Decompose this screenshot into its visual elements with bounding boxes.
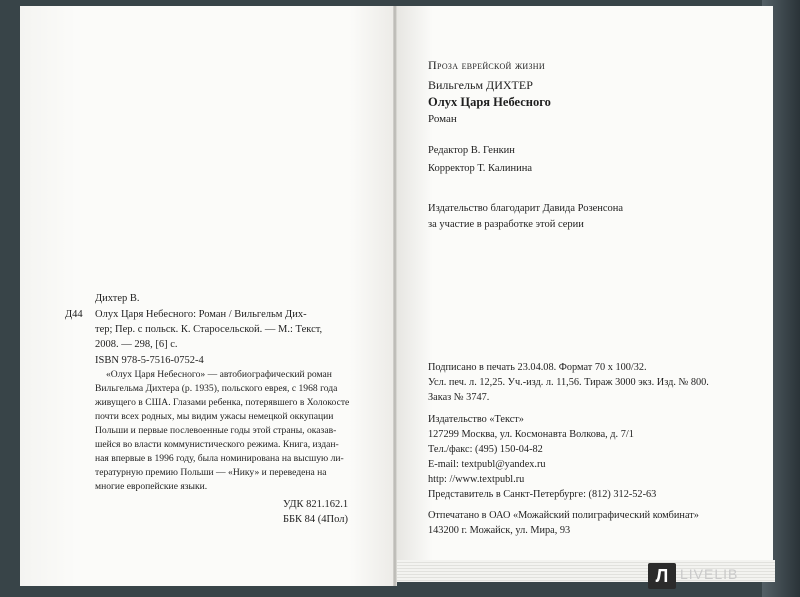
editor-credit: Редактор В. Генкин — [428, 145, 515, 156]
publisher-line: Тел./факс: (495) 150-04-82 — [428, 444, 543, 455]
printer-line: 143200 г. Можайск, ул. Мира, 93 — [428, 525, 571, 536]
imprint-line: Подписано в печать 23.04.08. Формат 70 x 100/32. — [428, 362, 647, 373]
annotation-line: живущего в США. Глазами ребенка, потерявшего в Холокосте — [95, 397, 350, 408]
book-genre: Роман — [428, 113, 457, 125]
publisher-line: http: //www.textpubl.ru — [428, 474, 525, 485]
bib-line: тер; Пер. с польск. К. Старосельской. — М.: Текст, — [95, 324, 323, 335]
annotation-line: ная впервые в 1996 году, была номинирована на высшую ли- — [95, 453, 344, 464]
book-gutter — [393, 6, 397, 586]
publisher-line: 127299 Москва, ул. Космонавта Волкова, д. 7/1 — [428, 429, 634, 440]
annotation-line: тературную премию Польши — «Нику» и переведена на — [95, 467, 327, 478]
imprint-line: Усл. печ. л. 12,25. Уч.-изд. л. 11,56. Тираж 3000 экз. Изд. № 800. — [428, 377, 709, 388]
printer-line: Отпечатано в ОАО «Можайский полиграфический комбинат» — [428, 510, 699, 521]
bib-line: Олух Царя Небесного: Роман / Вильгельм Дих- — [95, 309, 307, 320]
bib-code: Д44 — [65, 309, 83, 320]
thanks-line: за участие в разработке этой серии — [428, 219, 584, 230]
publisher-line: Издательство «Текст» — [428, 414, 524, 425]
publisher-line: Представитель в Санкт-Петербурге: (812) 312-52-63 — [428, 489, 657, 500]
livelib-logo-icon: Л — [648, 563, 676, 589]
book-title: Олух Царя Небесного — [428, 95, 551, 109]
bib-line: 2008. — 298, [6] с. — [95, 339, 178, 350]
watermark-text: LIVELIB — [680, 566, 739, 582]
publisher-line: E-mail: textpubl@yandex.ru — [428, 459, 546, 470]
udk-code: УДК 821.162.1 — [283, 499, 349, 510]
annotation-line: многие европейские языки. — [95, 481, 208, 492]
annotation-line: Вильгельма Дихтера (р. 1935), польского еврея, с 1968 года — [95, 383, 338, 394]
corrector-credit: Корректор Т. Калинина — [428, 163, 533, 174]
thanks-line: Издательство благодарит Давида Розенсона — [428, 203, 624, 214]
book-author: Вильгельм ДИХТЕР — [428, 78, 533, 92]
imprint-line: Заказ № 3747. — [428, 392, 490, 403]
series-name: Проза еврейской жизни — [428, 58, 545, 72]
annotation-line: «Олух Царя Небесного» — автобиографический роман — [106, 369, 332, 380]
annotation-line: почти всех родных, мы видим ужасы немецкой оккупации — [95, 411, 334, 422]
annotation-line: шейся во власти коммунистического режима. Книга, издан- — [95, 439, 339, 450]
isbn: ISBN 978-5-7516-0752-4 — [95, 355, 204, 366]
bbk-code: ББК 84 (4Пол) — [283, 514, 348, 525]
bib-author: Дихтер В. — [95, 293, 140, 304]
annotation-line: Польши и первые послевоенные годы этой страны, оказав- — [95, 425, 337, 436]
